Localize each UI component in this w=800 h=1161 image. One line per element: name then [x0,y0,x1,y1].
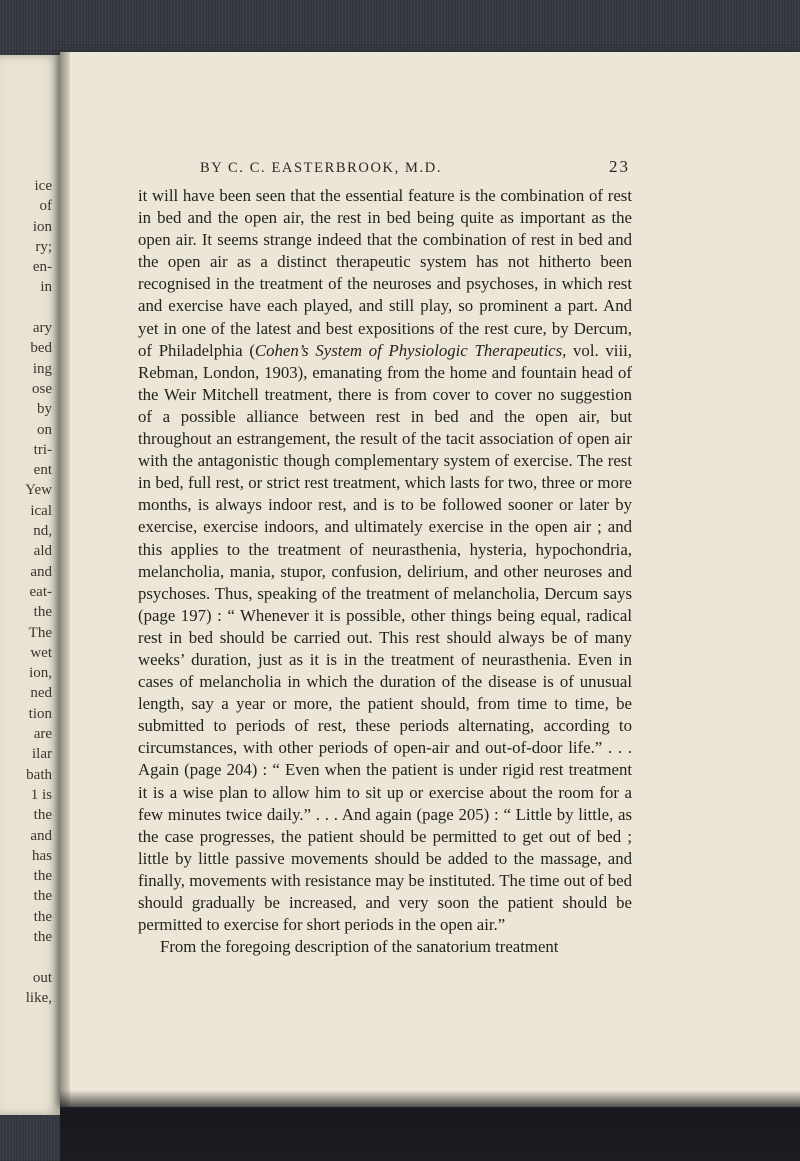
facing-page-fragment: by [37,401,52,418]
page-bottom-shadow [60,1090,800,1161]
facing-page-fragment: 1 is [30,786,52,803]
facing-page-fragment: the [33,928,52,945]
facing-page-fragment: has [32,847,52,864]
text-run: it will have been seen that the essential feature is the combination of rest in bed and the open air, the rest in bed being quite as important as the open air. It seems strange indeed that the combination of rest in bed and the open air as a distinct therapeutic system has not hitherto been recognised in the treatment of the neuroses and psychoses, in which rest and exercise have each played, and still play, so prominent a part. And yet in one of the latest and best expositions of the rest cure, by Dercum, of Philadelphia ( [138,186,632,360]
facing-page-fragment: nd, [33,523,52,540]
facing-page-fragment: bath [26,766,52,783]
facing-page-fragment: ned [30,685,52,702]
paragraph [138,936,632,958]
page-number: 23 [609,157,630,176]
facing-page-fragment: ion [32,218,52,235]
body-text [138,185,632,958]
facing-page-fragment: of [39,198,52,215]
facing-page-fragment: wet [30,644,52,661]
facing-page-fragment: in [40,279,52,296]
facing-page-fragment: ary [32,320,52,337]
facing-page-fragment: Yew [25,482,52,499]
facing-page-fragment: ical [30,502,52,519]
running-head-author: BY C. C. EASTERBROOK, M.D. [200,160,443,176]
facing-page-fragment: the [33,888,52,905]
facing-page-fragment: ilar [32,746,52,763]
facing-page-fragment: like, [25,989,52,1006]
facing-page-fragment: en- [32,259,52,276]
facing-page-fragment: ice [34,178,52,194]
facing-page-fragment: ry; [35,238,52,255]
facing-page-fragment: the [33,807,52,824]
facing-page-fragment: ing [32,360,52,377]
facing-page-fragment: ion, [29,665,52,682]
facing-page-fragment: bed [30,340,52,357]
facing-page-fragment: ald [33,543,52,560]
paragraph [138,185,632,936]
facing-page-fragment: tri- [33,441,52,458]
page-gutter [60,52,70,1107]
text-run: From the foregoing description of the sanatorium treatment [160,937,559,957]
facing-page-fragment: ose [32,380,52,397]
facing-page-fragment: tion [28,705,52,722]
facing-page-fragment: The [28,624,52,641]
facing-page-fragment: on [37,421,52,438]
facing-page-fragment: the [33,604,52,621]
facing-page-fragment [2,947,52,967]
facing-page-fragment: the [33,908,52,925]
facing-page-fragment: ent [33,462,52,479]
facing-page-fragment: eat- [29,583,52,600]
facing-page-fragment: the [33,868,52,885]
facing-page-fragment [2,298,52,318]
facing-page-fragment: out [32,969,52,986]
italic-citation: Cohen’s System of Physiologic Therapeutics, [254,340,567,360]
facing-page-fragment: and [30,563,52,580]
facing-page-text-fragments [2,176,52,1008]
facing-page-fragment: are [33,726,52,743]
running-head [200,157,630,177]
facing-page-edge [0,55,60,1115]
text-run: vol. viii, Rebman, London, 1903), emanating from the home and fountain head of the Weir Mitchell treatment, there is from cover to cover no suggestion of a possible alliance between rest in bed and the open air, but throughout an estrangement, the result of the tacit association of open air with the antagonistic though complementary system of exercise. The rest in bed, full rest, or strict rest treatment, which lasts for two, three or more months, is always indoor rest, and is to be followed sooner or later by exercise, exercise indoors, and ultimately exercise in the open air ; and this applies to the treatment of neurasthenia, hysteria, hypochondria, melancholia, mania, stupor, confusion, delirium, and other neuroses and psychoses. Thus, speaking of the treatment of melancholia, Dercum says (page 197) : “ Whenever it is possible, other things being equal, radical rest in bed should be carried out. This rest should always be of many weeks’ duration, just as it is in the treatment of neurasthenia. Even in cases of melancholia in which the duration of the disease is of unusual length, say a year or more, the patient should, from time to time, be submitted to periods of rest, these periods alternating, according to circumstances, with other periods of open-air and out-of-door life.” . . . Again (page 204) : “ Even when the patient is under rigid rest treatment it is a wise plan to allow him to sit up or exercise about the room for a few minutes twice daily.” . . . And again (page 205) : “ Little by little, as the case progresses, the patient should be permitted to get out of bed ; little by little passive movements should be added to the massage, and finally, movements with resistance may be instituted. The time out of bed should gradually be increased, and very soon the patient should be permitted to exercise for short periods in the open air.” [138,340,632,935]
facing-page-fragment: and [30,827,52,844]
